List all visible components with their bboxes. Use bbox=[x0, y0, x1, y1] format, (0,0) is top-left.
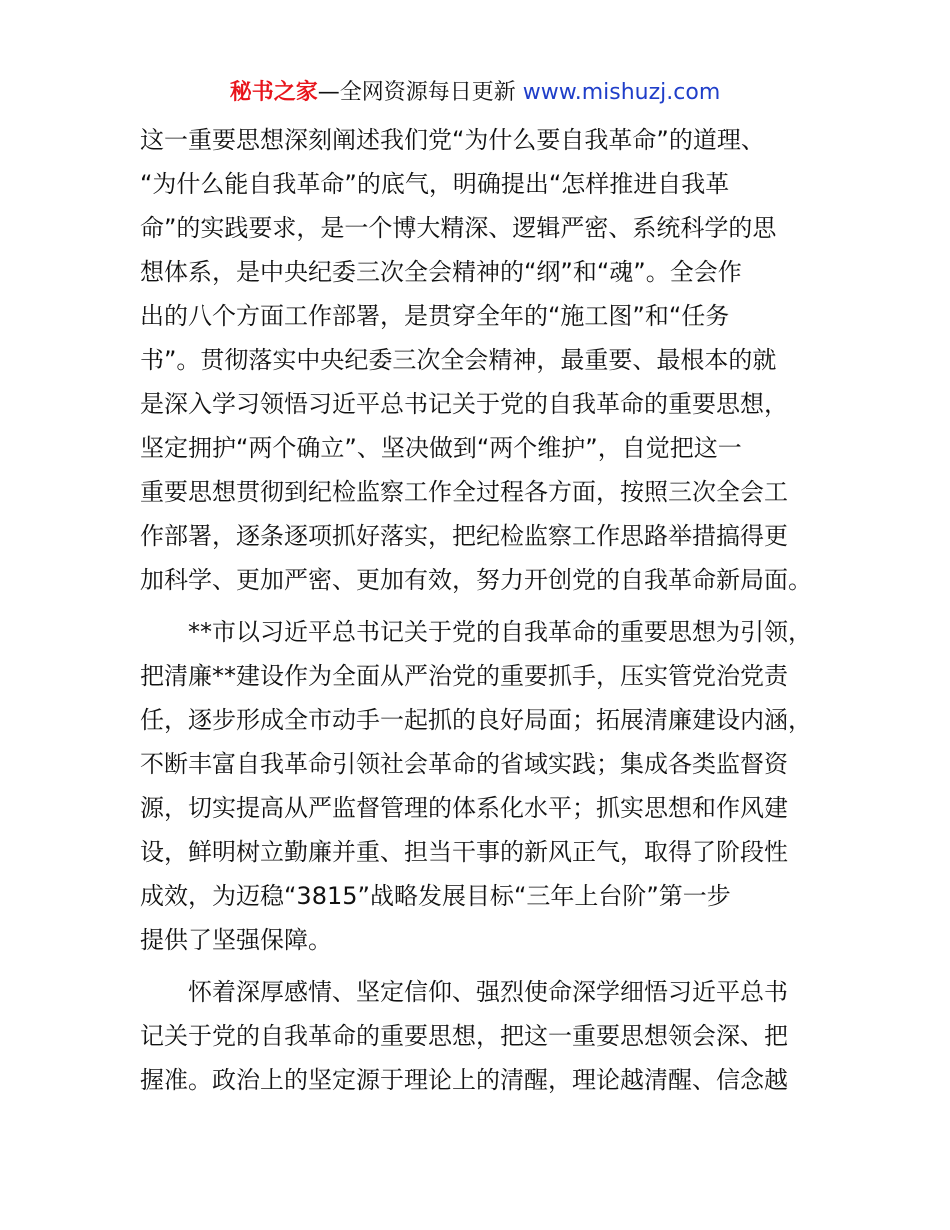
text-line: 加科学、更加严密、更加有效，努力开创党的自我革命新局面。 bbox=[140, 566, 812, 594]
paragraph-spacer bbox=[140, 602, 830, 610]
text-line: 这一重要思想深刻阐述我们党“为什么要自我革命”的道理、 bbox=[140, 126, 765, 154]
text-line: 作部署，逐条逐项抓好落实，把纪检监察工作思路举措搞得更 bbox=[140, 522, 788, 550]
text-line: **市以习近平总书记关于党的自我革命的重要思想为引领， bbox=[140, 618, 812, 646]
document-body bbox=[140, 118, 830, 1102]
text-line: 重要思想贯彻到纪检监察工作全过程各方面，按照三次全会工 bbox=[140, 478, 788, 506]
paragraph-spacer bbox=[140, 962, 830, 970]
text-line: 书”。贯彻落实中央纪委三次全会精神，最重要、最根本的就 bbox=[140, 346, 777, 374]
text-line: 任，逐步形成全市动手一起抓的良好局面；拓展清廉建设内涵， bbox=[140, 706, 812, 734]
header-tagline: —全网资源每日更新 bbox=[317, 80, 516, 105]
text-line: 设，鲜明树立勤廉并重、担当干事的新风正气，取得了阶段性 bbox=[140, 838, 788, 866]
text-line: 握准。政治上的坚定源于理论上的清醒，理论越清醒、信念越 bbox=[140, 1066, 788, 1094]
text-line: 命”的实践要求，是一个博大精深、逻辑严密、系统科学的思 bbox=[140, 214, 777, 242]
paragraph-3 bbox=[140, 970, 830, 1102]
text-line: 怀着深厚感情、坚定信仰、强烈使命深学细悟习近平总书 bbox=[140, 978, 788, 1006]
text-line: 坚定拥护“两个确立”、坚决做到“两个维护”，自觉把这一 bbox=[140, 434, 742, 462]
document-header bbox=[0, 78, 950, 108]
paragraph-2 bbox=[140, 610, 830, 962]
text-line: 想体系，是中央纪委三次全会精神的“纲”和“魂”。全会作 bbox=[140, 258, 742, 286]
text-line: 出的八个方面工作部署，是贯穿全年的“施工图”和“任务 bbox=[140, 302, 730, 330]
text-line: 是深入学习领悟习近平总书记关于党的自我革命的重要思想， bbox=[140, 390, 788, 418]
text-line: 不断丰富自我革命引领社会革命的省域实践；集成各类监督资 bbox=[140, 750, 788, 778]
text-line: 成效，为迈稳“3815”战略发展目标“三年上台阶”第一步 bbox=[140, 882, 731, 910]
text-line: 源，切实提高从严监督管理的体系化水平；抓实思想和作风建 bbox=[140, 794, 788, 822]
text-line: “为什么能自我革命”的底气，明确提出“怎样推进自我革 bbox=[140, 170, 730, 198]
text-line: 提供了坚强保障。 bbox=[140, 926, 332, 954]
paragraph-1 bbox=[140, 118, 830, 602]
site-url[interactable]: www.mishuzj.com bbox=[522, 80, 721, 105]
brand-name: 秘书之家 bbox=[229, 80, 318, 105]
text-line: 记关于党的自我革命的重要思想，把这一重要思想领会深、把 bbox=[140, 1022, 788, 1050]
text-line: 把清廉**建设作为全面从严治党的重要抓手，压实管党治党责 bbox=[140, 662, 788, 690]
